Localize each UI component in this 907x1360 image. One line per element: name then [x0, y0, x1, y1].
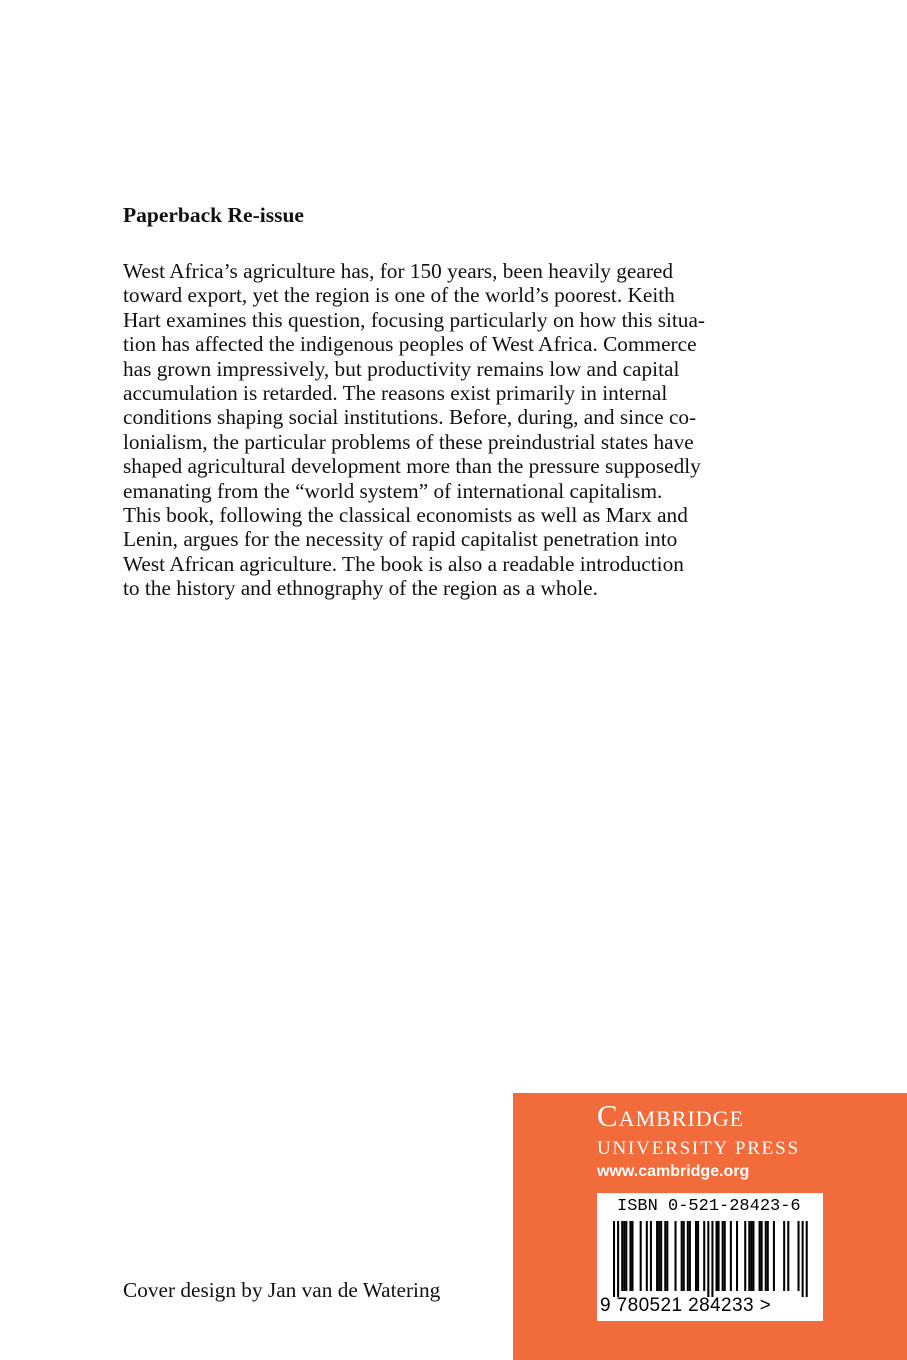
barcode-bar — [750, 1221, 752, 1291]
barcode-bar — [716, 1221, 718, 1291]
description-line: This book, following the classical economists as well as Marx and — [123, 503, 688, 528]
ean-digits: 9 780521 284233 > — [600, 1295, 772, 1316]
description-line: emanating from the “world system” of international capitalism. — [123, 478, 663, 503]
description-line: West African agriculture. The book is also a readable introduction — [123, 551, 684, 576]
description-line: toward export, yet the region is one of the world’s poorest. Keith — [123, 283, 675, 308]
barcode-bar — [736, 1221, 738, 1291]
barcode-bar — [687, 1221, 689, 1291]
barcode-bar — [783, 1221, 785, 1291]
barcode-box — [597, 1193, 823, 1321]
barcode-bar — [711, 1221, 713, 1297]
barcode-bar — [703, 1221, 705, 1291]
barcode-bar — [765, 1221, 767, 1291]
description-line: Lenin, argues for the necessity of rapid capitalist penetration into — [123, 527, 678, 552]
barcode-bar — [744, 1221, 746, 1291]
description-line: Hart examines this question, focusing particularly on how this situa- — [123, 307, 706, 332]
barcode-bar — [806, 1221, 808, 1297]
barcode-bar — [802, 1221, 804, 1297]
barcode-bar — [752, 1221, 754, 1291]
description-line: conditions shaping social institutions. Before, during, and since co- — [123, 405, 697, 430]
barcode-bar — [629, 1221, 631, 1291]
barcode-bar — [660, 1221, 662, 1291]
barcode-bar — [646, 1221, 648, 1291]
description-line: has grown impressively, but productivity remains low and capital — [123, 356, 680, 381]
barcode-bar — [658, 1221, 660, 1291]
barcode-bar — [683, 1221, 685, 1291]
barcode-bar — [625, 1221, 627, 1291]
book-description — [123, 259, 783, 601]
barcode-bar — [613, 1221, 615, 1297]
barcode-bar — [773, 1221, 775, 1291]
barcode-bar — [617, 1221, 619, 1297]
isbn-label: ISBN 0-521-28423-6 — [617, 1197, 801, 1216]
publisher-logo-name: Cambridge — [597, 1098, 745, 1133]
barcode-bar — [640, 1221, 642, 1291]
barcode-bar — [718, 1221, 720, 1291]
page-title: Paperback Re-issue — [123, 203, 304, 227]
barcode-bar — [656, 1221, 658, 1291]
barcode-bar — [631, 1221, 633, 1291]
barcode-bar — [759, 1221, 761, 1291]
barcode-bar — [666, 1221, 668, 1291]
barcode-bar — [681, 1221, 683, 1291]
barcode-bar — [724, 1221, 726, 1291]
description-line: to the history and ethnography of the region as a whole. — [123, 576, 598, 601]
barcode-bar — [689, 1221, 691, 1291]
publisher-url: www.cambridge.org — [597, 1163, 750, 1180]
barcode-bar — [722, 1221, 724, 1291]
description-line: accumulation is retarded. The reasons exist primarily in internal — [123, 381, 668, 406]
description-line: tion has affected the indigenous peoples of West Africa. Commerce — [123, 332, 697, 357]
barcode-bar — [761, 1221, 763, 1291]
barcode-bar — [730, 1221, 732, 1291]
publisher-block — [513, 1093, 907, 1360]
barcode-bar — [621, 1221, 623, 1291]
barcode-bar — [650, 1221, 652, 1291]
barcode-bar — [707, 1221, 709, 1297]
publisher-subtitle: UNIVERSITY PRESS — [597, 1138, 800, 1159]
barcode-bar — [664, 1221, 666, 1291]
barcode-bar — [787, 1221, 789, 1291]
barcode-bar — [798, 1221, 800, 1291]
barcode-bar — [748, 1221, 750, 1291]
barcode-bar — [767, 1221, 769, 1291]
cover-design-credit: Cover design by Jan van de Watering — [123, 1278, 441, 1302]
barcode-bar — [695, 1221, 697, 1291]
description-line: West Africa’s agriculture has, for 150 years, been heavily geared — [123, 259, 674, 283]
barcode-bar — [675, 1221, 677, 1291]
barcode-bar — [623, 1221, 625, 1291]
description-line: lonialism, the particular problems of these preindustrial states have — [123, 429, 694, 454]
description-line: shaped agricultural development more than the pressure supposedly — [123, 454, 701, 479]
barcode-bar — [697, 1221, 699, 1291]
